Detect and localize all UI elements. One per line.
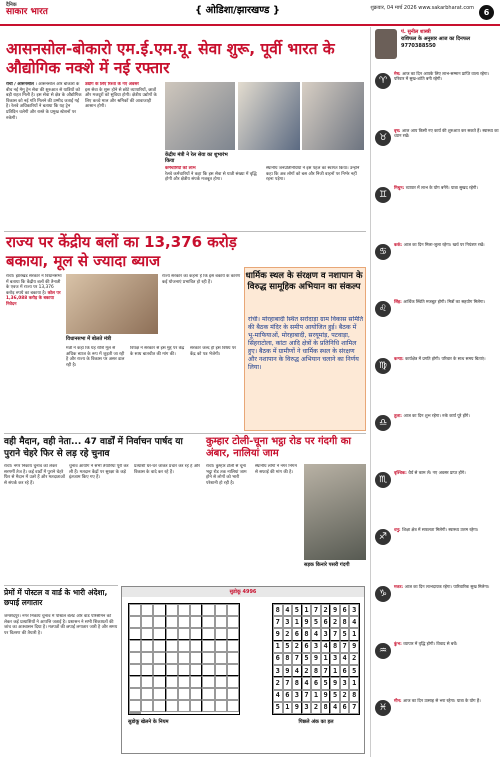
sudoku-solution-cell: 8 bbox=[292, 677, 302, 689]
sudoku-cell[interactable] bbox=[202, 688, 214, 700]
sudoku-solution-cell: 9 bbox=[292, 702, 302, 714]
sudoku-cell[interactable] bbox=[227, 616, 239, 628]
rashi-label: मिथुन: bbox=[394, 185, 406, 190]
sudoku-cell[interactable] bbox=[141, 700, 153, 712]
sudoku-solution-cell: 2 bbox=[349, 653, 359, 665]
zodiac-icon: ♐ bbox=[375, 529, 391, 545]
zodiac-icon: ♋ bbox=[375, 244, 391, 260]
sudoku-cell[interactable] bbox=[129, 628, 141, 640]
sudoku-cell[interactable] bbox=[227, 628, 239, 640]
sudoku-solution-cell: 2 bbox=[321, 604, 331, 616]
sudoku-cell[interactable] bbox=[215, 628, 227, 640]
sudoku-solution-cell: 6 bbox=[340, 702, 350, 714]
rashi-text bbox=[394, 242, 499, 247]
sudoku-solution-cell: 3 bbox=[273, 665, 283, 677]
rashi-body: शिक्षा क्षेत्र में सफलता मिलेगी। स्वास्थ्य उत्तम रहेगा। bbox=[402, 527, 479, 532]
sudoku-cell[interactable] bbox=[215, 700, 227, 712]
rashi-item bbox=[375, 527, 499, 577]
sudoku-cell[interactable] bbox=[178, 664, 190, 676]
date-line: शुक्रवार, 04 मार्च 2026 www.sakarbharat.com bbox=[370, 5, 474, 11]
right-story-headline: कुम्हार टोली-चूना भट्ठा रोड पर गंदगी का अंबार, नालियां जाम bbox=[206, 436, 351, 459]
rashi-text bbox=[394, 584, 499, 589]
sudoku-solution-cell: 8 bbox=[330, 641, 340, 653]
brand-logo bbox=[6, 3, 66, 17]
lead-subhead-2: कर्मचारियों को लाभ bbox=[165, 166, 196, 171]
sudoku-cell[interactable] bbox=[178, 628, 190, 640]
sudoku-solution-cell: 7 bbox=[340, 641, 350, 653]
sudoku-rules-title: सुडोकू खेलने के नियम bbox=[128, 719, 169, 725]
sudoku-cell[interactable] bbox=[190, 652, 202, 664]
sudoku-cell[interactable] bbox=[215, 652, 227, 664]
sudoku-cell[interactable] bbox=[190, 640, 202, 652]
rashi-label: मकर: bbox=[394, 584, 405, 589]
sudoku-cell[interactable] bbox=[141, 664, 153, 676]
sudoku-solution-cell: 3 bbox=[349, 604, 359, 616]
sudoku-solution-grid bbox=[272, 603, 360, 715]
sudoku-solution-cell: 8 bbox=[302, 628, 312, 640]
zodiac-icon: ♏ bbox=[375, 472, 391, 488]
second-column-1: रांची। झारखंड सरकार ने विधानसभा में बताया कि केंद्रीय बलों की तैनाती के एवज में राज्य पर 13,376 करोड़ रुपये का बकाया है। कोल पर 1,36,088 करोड़ के बकाया निवेदन bbox=[6, 274, 62, 307]
rashi-item bbox=[375, 698, 499, 748]
zodiac-icon: ♉ bbox=[375, 130, 391, 146]
sudoku-solution-cell: 6 bbox=[321, 616, 331, 628]
sudoku-solution-cell: 4 bbox=[349, 616, 359, 628]
sudoku-cell[interactable] bbox=[129, 652, 141, 664]
right-story-column-1: रांची। कुम्हार टोली से चूना भट्ठा रोड तक नालियां जाम होने से लोगों को भारी परेशानी हो रही है। bbox=[206, 464, 247, 486]
sudoku-solution-cell: 3 bbox=[321, 628, 331, 640]
astrology-header bbox=[371, 27, 500, 67]
sudoku-puzzle-grid[interactable] bbox=[128, 603, 240, 715]
sudoku-cell[interactable] bbox=[166, 700, 178, 712]
sudoku-solution-cell: 2 bbox=[340, 690, 350, 702]
sudoku-cell[interactable] bbox=[166, 652, 178, 664]
rashi-text bbox=[394, 641, 499, 646]
rashi-text bbox=[394, 698, 499, 703]
sudoku-cell[interactable] bbox=[166, 664, 178, 676]
rashi-label: कन्या: bbox=[394, 356, 406, 361]
sudoku-cell[interactable] bbox=[227, 640, 239, 652]
rashi-body: आज का दिन शुभ रहेगा। रुके कार्य पूरे होंगे। bbox=[403, 413, 470, 418]
rashi-text bbox=[394, 470, 499, 475]
sudoku-cell[interactable] bbox=[129, 604, 141, 616]
rashi-item bbox=[375, 71, 499, 121]
sudoku-solution-cell: 5 bbox=[311, 616, 321, 628]
rashi-text bbox=[394, 413, 499, 418]
rashi-text bbox=[394, 527, 499, 532]
zodiac-icon: ♌ bbox=[375, 301, 391, 317]
sudoku-cell[interactable] bbox=[153, 676, 165, 688]
sudoku-solution-cell: 1 bbox=[330, 665, 340, 677]
sudoku-solution-cell: 3 bbox=[330, 653, 340, 665]
left-story-column-1: रांची। नगर निकाय चुनाव को लेकर सरगर्मी तेज है। कई वार्डों में पुराने चेहरे फिर से मैदान में उतरे हैं और मतदाताओं से संपर्क कर रहे हैं। bbox=[4, 464, 65, 486]
masthead bbox=[0, 0, 500, 26]
rashi-body: आज का दिन लाभदायक रहेगा। पारिवारिक सुख मिलेगा। bbox=[404, 584, 490, 589]
second-photo-caption: विधानसभा में बोलते मंत्री bbox=[66, 336, 112, 342]
sudoku-solution-cell: 3 bbox=[302, 702, 312, 714]
astrology-column bbox=[370, 27, 500, 757]
sudoku-solution-cell: 4 bbox=[340, 653, 350, 665]
sudoku-cell[interactable] bbox=[190, 700, 202, 712]
astrology-title bbox=[401, 29, 497, 50]
rashi-text bbox=[394, 299, 499, 304]
lead-subhead-1: उद्योग के लिए रिश्ता के नए अवसर bbox=[85, 82, 139, 87]
rashi-text bbox=[394, 128, 499, 139]
rashi-item bbox=[375, 470, 499, 520]
sudoku-cell[interactable] bbox=[227, 688, 239, 700]
divider bbox=[4, 585, 118, 586]
sudoku-cell[interactable] bbox=[153, 604, 165, 616]
sudoku-cell[interactable] bbox=[227, 652, 239, 664]
sudoku-solution-cell: 2 bbox=[273, 677, 283, 689]
rashi-body: आज का दिन उत्साह से भरा रहेगा। यात्रा के योग हैं। bbox=[403, 698, 481, 703]
sudoku-cell[interactable] bbox=[190, 604, 202, 616]
sudoku-solution-cell: 7 bbox=[283, 677, 293, 689]
rashi-item bbox=[375, 584, 499, 634]
sudoku-solution-cell: 4 bbox=[283, 604, 293, 616]
right-story-photo bbox=[304, 464, 366, 560]
lead-column-3: कर्मचारियों को लाभ रेलवे कर्मचारियों ने कहा कि इस सेवा से यात्री संख्या में वृद्धि होगी और क्षेत्रीय संपर्क मजबूत होगा। bbox=[165, 166, 263, 230]
rashi-label: कुंभ: bbox=[394, 641, 404, 646]
lead-headline: आसनसोल-बोकारो एम.ई.एम.यू. सेवा शुरू, पूर्वी भारत के औद्योगिक नक्शे में नई रफ्तार bbox=[6, 40, 335, 77]
sudoku-solution-cell: 8 bbox=[349, 690, 359, 702]
rashi-item bbox=[375, 356, 499, 406]
sudoku-cell[interactable] bbox=[178, 700, 190, 712]
sudoku-solution-cell: 8 bbox=[311, 665, 321, 677]
rashi-label: वृष: bbox=[394, 128, 402, 133]
lead-column-2: उद्योग के लिए रिश्ता के नए अवसर इस सेवा के शुरू होने से छोटे व्यापारियों, छात्रों और मजदूरों को सुविधा होगी। क्षेत्रीय उद्योगों के लिए कच्चे माल और श्रमिकों की आवाजाही आसान होगी। bbox=[85, 82, 161, 230]
box-body: रांची। मोरहाबादी स्थित सरोदाड़ा ग्राम विकास समिति की बैठक मंदिर के समीप आयोजित हुई। बैठक में भू-माफियाओं, मोरहाबादी, सरयूमांड़, पटवाड़ा, सिंहराटोला, कांटा आदि क्षेत्रों के प्रतिनिधि शामिल हुए। बैठक में ग्रामीणों ने धार्मिक स्थल के संरक्षण और नशापान के विरुद्ध अभियान चलाने का निर्णय लिया। bbox=[248, 316, 364, 371]
sudoku-solution-cell: 8 bbox=[273, 604, 283, 616]
lead-dateline: रांची / आसनसोल bbox=[6, 82, 34, 87]
sudoku-solution-cell: 5 bbox=[321, 677, 331, 689]
astrology-subtitle: राशिफल के अनुसार आज का दिनफल bbox=[401, 36, 471, 42]
sudoku-solution-cell: 1 bbox=[349, 677, 359, 689]
sudoku-solution-cell: 6 bbox=[273, 653, 283, 665]
sudoku-cell[interactable] bbox=[166, 640, 178, 652]
sudoku-cell[interactable] bbox=[178, 640, 190, 652]
sudoku-cell[interactable] bbox=[190, 616, 202, 628]
sudoku-solution-cell: 4 bbox=[273, 690, 283, 702]
sudoku-solution-cell: 7 bbox=[311, 604, 321, 616]
sudoku-solution-cell: 4 bbox=[302, 677, 312, 689]
sudoku-solution-cell: 1 bbox=[302, 604, 312, 616]
sudoku-cell[interactable] bbox=[178, 688, 190, 700]
sudoku-cell[interactable] bbox=[202, 652, 214, 664]
sudoku-solution-cell: 3 bbox=[340, 677, 350, 689]
sudoku-solution-cell: 5 bbox=[330, 690, 340, 702]
sudoku-solution-cell: 9 bbox=[349, 641, 359, 653]
left-story-headline: वही मैदान, वही नेता... 47 वार्डों में निर्वाचन पार्षद या पुराने चेहरे फिर से लड़ रहे चुनाव bbox=[4, 437, 183, 459]
sudoku-solution-cell: 6 bbox=[283, 690, 293, 702]
sudoku-cell[interactable] bbox=[129, 688, 141, 700]
bottom-left-headline: प्रेमों में पोस्टल व वार्ड के भारी अंदेशा, छपाई लगातार bbox=[4, 588, 108, 607]
sudoku-cell[interactable] bbox=[202, 640, 214, 652]
zodiac-icon: ♈ bbox=[375, 73, 391, 89]
rashi-text bbox=[394, 71, 499, 82]
sudoku-cell[interactable] bbox=[202, 604, 214, 616]
sudoku-cell[interactable] bbox=[227, 664, 239, 676]
sudoku-solution-cell: 2 bbox=[330, 616, 340, 628]
page-number: 6 bbox=[479, 5, 494, 20]
sudoku-cell[interactable] bbox=[153, 640, 165, 652]
sudoku-cell[interactable] bbox=[141, 640, 153, 652]
sudoku-section bbox=[121, 586, 365, 754]
sudoku-cell[interactable] bbox=[141, 616, 153, 628]
sudoku-solution-cell: 1 bbox=[321, 653, 331, 665]
sudoku-cell[interactable] bbox=[166, 616, 178, 628]
lead-photo-caption: केंद्रीय मंत्री ने रेल सेवा का शुभारंभ किया bbox=[165, 152, 228, 164]
second-column-3: विपक्ष ने सरकार से इस मुद्दे पर केंद्र के साथ बातचीत की मांग की। bbox=[130, 346, 185, 357]
rashi-item bbox=[375, 242, 499, 292]
brand-sub: दैनिक bbox=[6, 2, 17, 8]
sudoku-solution-cell: 4 bbox=[321, 641, 331, 653]
sudoku-solution-cell: 9 bbox=[330, 677, 340, 689]
astrologer-phone: 9770388550 bbox=[401, 43, 436, 49]
left-story-column-3: प्रत्याशी घर-घर जाकर प्रचार कर रहे हैं और विकास के वादे कर रहे हैं। bbox=[134, 464, 200, 475]
sudoku-cell[interactable] bbox=[202, 616, 214, 628]
sudoku-solution-cell: 4 bbox=[292, 665, 302, 677]
sudoku-solution-cell: 7 bbox=[349, 702, 359, 714]
sudoku-solution-cell: 2 bbox=[302, 665, 312, 677]
lead-column-1: रांची / आसनसोल । आसनसोल और बोकारो के बीच नई मेमू ट्रेन सेवा की शुरुआत से यात्रियों को बड़ी राहत मिली है। इस सेवा से क्षेत्र के औद्योगिक विकास को नई गति मिलने की उम्मीद जताई गई है। रेलवे अधिकारियों ने बताया कि यह ट्रेन प्रतिदिन चलेगी और रास्ते के प्रमुख स्टेशनों पर रुकेगी। bbox=[6, 82, 82, 121]
sudoku-cell[interactable] bbox=[178, 604, 190, 616]
sudoku-cell[interactable] bbox=[153, 628, 165, 640]
rashi-label: मेष: bbox=[394, 71, 403, 76]
sudoku-cell[interactable] bbox=[215, 604, 227, 616]
sudoku-cell[interactable] bbox=[153, 652, 165, 664]
sudoku-title: सुडोकू 4996 bbox=[122, 587, 364, 597]
right-story-column-2: स्थानीय लोगों ने नगर निगम से सफाई की मांग की है। bbox=[255, 464, 297, 475]
sudoku-solution-cell: 6 bbox=[311, 677, 321, 689]
sudoku-cell[interactable] bbox=[129, 616, 141, 628]
rashi-item bbox=[375, 299, 499, 349]
second-photo bbox=[66, 274, 158, 334]
sudoku-solution-cell: 2 bbox=[283, 628, 293, 640]
sudoku-cell[interactable] bbox=[215, 640, 227, 652]
sudoku-solution-cell: 1 bbox=[273, 641, 283, 653]
second-column-2: मंत्री ने कहा कि यह राशि मूल से अधिक ब्याज के रूप में जुड़ती जा रही है और राज्य के विकास पर असर डाल रही है। bbox=[66, 346, 125, 368]
rashi-label: सिंह: bbox=[394, 299, 404, 304]
zodiac-icon: ♒ bbox=[375, 643, 391, 659]
sudoku-cell[interactable] bbox=[129, 640, 141, 652]
sudoku-solution-cell: 7 bbox=[292, 653, 302, 665]
rashi-item bbox=[375, 413, 499, 463]
sudoku-cell[interactable] bbox=[202, 700, 214, 712]
sudoku-cell[interactable] bbox=[178, 676, 190, 688]
sudoku-cell[interactable] bbox=[129, 700, 141, 712]
rashi-label: कर्क: bbox=[394, 242, 404, 247]
rashi-item bbox=[375, 185, 499, 235]
sudoku-solution-cell: 5 bbox=[340, 628, 350, 640]
rashi-item bbox=[375, 641, 499, 691]
sudoku-solution-cell: 9 bbox=[311, 653, 321, 665]
sudoku-cell[interactable] bbox=[166, 604, 178, 616]
second-column-5: सरकार जल्द ही इस विषय पर केंद्र को पत्र भेजेगी। bbox=[190, 346, 237, 357]
sudoku-solution-cell: 2 bbox=[292, 641, 302, 653]
sudoku-cell[interactable] bbox=[190, 628, 202, 640]
rashi-label: धनु: bbox=[394, 527, 403, 532]
sudoku-solution-cell: 5 bbox=[292, 604, 302, 616]
sudoku-cell[interactable] bbox=[153, 616, 165, 628]
zodiac-icon: ♎ bbox=[375, 415, 391, 431]
rashi-body: कार्यक्षेत्र में प्रगति होगी। परिवार के साथ समय बिताएं। bbox=[405, 356, 486, 361]
sudoku-solution-cell: 9 bbox=[283, 665, 293, 677]
lead-photo-3 bbox=[302, 82, 364, 150]
sudoku-solution-cell: 7 bbox=[330, 628, 340, 640]
sudoku-cell[interactable] bbox=[141, 604, 153, 616]
sudoku-solution-cell: 9 bbox=[302, 616, 312, 628]
sudoku-cell[interactable] bbox=[153, 700, 165, 712]
sudoku-cell[interactable] bbox=[129, 664, 141, 676]
bottom-left-body: जमशेदपुर। नगर निकाय चुनाव में पोस्टल बैलेट और वार्ड परिसीमन को लेकर कई प्रत्याशियों ने आपत्ति जताई है। प्रशासन ने सभी शिकायतों की जांच का आश्वासन दिया है। मतपत्रों की छपाई लगातार जारी है और समय पर वितरण की तैयारी है। bbox=[4, 614, 118, 636]
rashi-body: व्यापार में लाभ के योग बनेंगे। यात्रा सुखद रहेगी। bbox=[405, 185, 478, 190]
sudoku-cell[interactable] bbox=[141, 688, 153, 700]
lead-column-4: स्थानीय जनप्रतिनिधियों ने इस पहल का स्वागत किया। उन्होंने कहा कि अब लोगों को बस और निजी वाहनों पर निर्भर नहीं रहना पड़ेगा। bbox=[266, 166, 360, 183]
sudoku-solution-cell: 5 bbox=[273, 702, 283, 714]
sudoku-cell[interactable] bbox=[215, 676, 227, 688]
sudoku-cell[interactable] bbox=[129, 676, 141, 688]
lead-photo-2 bbox=[238, 82, 300, 150]
sudoku-solution-cell: 3 bbox=[311, 641, 321, 653]
sudoku-cell[interactable] bbox=[190, 688, 202, 700]
rashi-body: धैर्य से काम लें। नए अवसर प्राप्त होंगे। bbox=[408, 470, 466, 475]
sudoku-cell[interactable] bbox=[227, 700, 239, 712]
sudoku-cell[interactable] bbox=[215, 688, 227, 700]
rashi-body: आज का दिन मिला-जुला रहेगा। खर्च पर नियंत्रण रखें। bbox=[403, 242, 485, 247]
sudoku-cell[interactable] bbox=[202, 628, 214, 640]
sudoku-cell[interactable] bbox=[166, 676, 178, 688]
rashi-text bbox=[394, 356, 499, 361]
sudoku-solution-cell: 8 bbox=[321, 702, 331, 714]
divider bbox=[4, 231, 366, 232]
section-title: { ओडिशा/झारखण्ड } bbox=[195, 5, 280, 16]
rashi-label: तुला: bbox=[394, 413, 404, 418]
sudoku-solution-cell: 1 bbox=[292, 616, 302, 628]
sudoku-solution-cell: 1 bbox=[311, 690, 321, 702]
sudoku-solution-cell: 6 bbox=[292, 628, 302, 640]
sudoku-solution-cell: 8 bbox=[340, 616, 350, 628]
rashi-body: व्यापार में वृद्धि होगी। विवाद से बचें। bbox=[403, 641, 458, 646]
sudoku-solution-cell: 1 bbox=[349, 628, 359, 640]
divider bbox=[4, 433, 366, 434]
second-headline: राज्य पर केंद्रीय बलों का 13,376 करोड़ बकाया, मूल से ज्यादा ब्याज bbox=[6, 233, 237, 270]
sudoku-cell[interactable] bbox=[215, 616, 227, 628]
sudoku-solution-cell: 4 bbox=[311, 628, 321, 640]
left-story-column-2: चुनाव आयोग ने सभी तैयारियां पूरी कर ली हैं। मतदान केंद्रों पर सुरक्षा के कड़े इंतजाम किए गए हैं। bbox=[69, 464, 129, 481]
rashi-body: आज आप किसी नए कार्य की शुरुआत कर सकते हैं। स्वास्थ्य का ध्यान रखें। bbox=[394, 128, 499, 139]
rashi-text bbox=[394, 185, 499, 190]
rashi-label: वृश्चिक: bbox=[394, 470, 409, 475]
sudoku-solution-cell: 5 bbox=[283, 641, 293, 653]
lead-photo bbox=[165, 82, 235, 150]
sudoku-solution-cell: 6 bbox=[302, 641, 312, 653]
sudoku-cell[interactable] bbox=[141, 652, 153, 664]
sudoku-solution-cell: 5 bbox=[302, 653, 312, 665]
sudoku-solution-cell: 6 bbox=[340, 604, 350, 616]
sudoku-solution-cell: 4 bbox=[330, 702, 340, 714]
sudoku-solution-cell: 9 bbox=[330, 604, 340, 616]
zodiac-icon: ♍ bbox=[375, 358, 391, 374]
second-column-4: राज्य सरकार का कहना है कि इस बकाये के कारण कई योजनाएं प्रभावित हो रही हैं। bbox=[162, 274, 241, 285]
sudoku-cell[interactable] bbox=[190, 676, 202, 688]
rashi-body: आज का दिन आपके लिए लाभ-सम्मान प्राप्ति वाला रहेगा। परिवार में सुख-शांति बनी रहेगी। bbox=[394, 71, 490, 82]
sudoku-cell[interactable] bbox=[215, 664, 227, 676]
sudoku-cell[interactable] bbox=[153, 664, 165, 676]
sudoku-solution-cell: 9 bbox=[273, 628, 283, 640]
box-headline: धार्मिक स्थल के संरक्षण व नशापान के विरुद्ध सामूहिक अभियान का संकल्प bbox=[245, 271, 363, 292]
sudoku-cell[interactable] bbox=[166, 628, 178, 640]
astrologer-name: पं. सुनील शास्त्री bbox=[401, 29, 431, 35]
sudoku-cell[interactable] bbox=[227, 676, 239, 688]
sudoku-solution-cell: 7 bbox=[273, 616, 283, 628]
sudoku-solution-cell: 7 bbox=[321, 665, 331, 677]
zodiac-icon: ♓ bbox=[375, 700, 391, 716]
rashi-item bbox=[375, 128, 499, 178]
rashi-body: आर्थिक स्थिति मजबूत होगी। मित्रों का सहयोग मिलेगा। bbox=[403, 299, 486, 304]
sudoku-solution-cell: 2 bbox=[311, 702, 321, 714]
sudoku-solution-cell: 7 bbox=[302, 690, 312, 702]
second-subhead: कोल पर 1,36,088 करोड़ के बकाया निवेदन bbox=[6, 290, 61, 307]
sudoku-cell[interactable] bbox=[141, 628, 153, 640]
right-story-photo-caption: सड़क किनारे पसरी गंदगी bbox=[304, 562, 350, 568]
sudoku-cell[interactable] bbox=[178, 616, 190, 628]
sudoku-solution-cell: 3 bbox=[292, 690, 302, 702]
sudoku-solution-cell: 8 bbox=[283, 653, 293, 665]
sudoku-solution-cell: 9 bbox=[321, 690, 331, 702]
astrologer-avatar bbox=[375, 29, 397, 59]
sudoku-cell[interactable] bbox=[202, 676, 214, 688]
sudoku-cell[interactable] bbox=[129, 712, 141, 714]
sudoku-cell[interactable] bbox=[227, 604, 239, 616]
sudoku-cell[interactable] bbox=[166, 688, 178, 700]
rashi-label: मीन: bbox=[394, 698, 404, 703]
sudoku-cell[interactable] bbox=[141, 676, 153, 688]
sudoku-cell[interactable] bbox=[178, 652, 190, 664]
brand-name: साकार भारत bbox=[6, 7, 48, 17]
sudoku-answer-title: पिछले अंक का हल bbox=[298, 719, 334, 725]
sudoku-cell[interactable] bbox=[153, 688, 165, 700]
sudoku-solution-cell: 3 bbox=[283, 616, 293, 628]
sudoku-cell[interactable] bbox=[202, 664, 214, 676]
sudoku-solution-cell: 6 bbox=[340, 665, 350, 677]
zodiac-icon: ♊ bbox=[375, 187, 391, 203]
sudoku-solution-cell: 5 bbox=[349, 665, 359, 677]
sudoku-cell[interactable] bbox=[190, 664, 202, 676]
zodiac-icon: ♑ bbox=[375, 586, 391, 602]
sudoku-solution-cell: 1 bbox=[283, 702, 293, 714]
